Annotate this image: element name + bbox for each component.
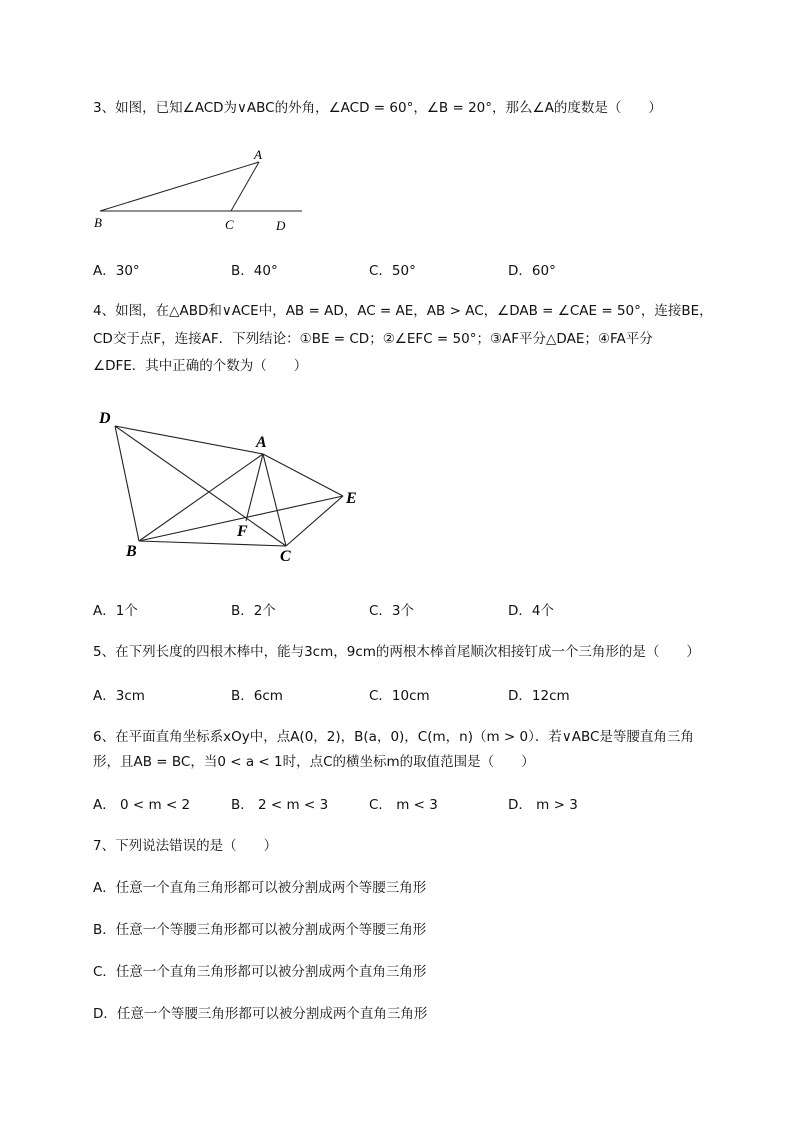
q4-option-a: A．1个 bbox=[93, 603, 138, 619]
q6-option-d: D． m > 3 bbox=[508, 797, 578, 813]
q5-option-d: D．12cm bbox=[508, 688, 570, 704]
q3-option-d: D．60° bbox=[508, 263, 556, 279]
q4-label-e: E bbox=[346, 490, 357, 507]
q3-option-c: C．50° bbox=[369, 263, 416, 279]
q4-option-b: B．2个 bbox=[231, 603, 276, 619]
q4-option-d: D．4个 bbox=[508, 603, 554, 619]
q7-option-c: C．任意一个直角三角形都可以被分割成两个直角三角形 bbox=[93, 964, 427, 980]
q7-option-b: B．任意一个等腰三角形都可以被分割成两个等腰三角形 bbox=[93, 922, 427, 938]
q4-figure bbox=[90, 400, 380, 570]
q5-option-b: B．6cm bbox=[231, 688, 283, 704]
q3-label-d: D bbox=[276, 218, 286, 233]
q6-option-c: C． m < 3 bbox=[369, 797, 438, 813]
q4-stem-line3: ∠DFE．其中正确的个数为（ ） bbox=[93, 358, 308, 374]
q5-stem: 5、在下列长度的四根木棒中，能与3cm，9cm的两根木棒首尾顺次相接钉成一个三角形的是（ ） bbox=[93, 644, 700, 660]
q4-label-b: B bbox=[126, 543, 137, 560]
q4-option-c: C．3个 bbox=[369, 603, 415, 619]
q6-option-b: B． 2 < m < 3 bbox=[231, 797, 329, 813]
q5-option-a: A．3cm bbox=[93, 688, 145, 704]
q4-stem-line1: 4、如图，在△ABD和∨ACE中，AB = AD，AC = AE，AB > AC，∠DAB = ∠CAE = 50°，连接BE， bbox=[93, 303, 713, 319]
q5-option-c: C．10cm bbox=[369, 688, 430, 704]
q3-stem: 3、如图，已知∠ACD为∨ABC的外角，∠ACD = 60°，∠B = 20°，那么∠A的度数是（ ） bbox=[93, 100, 662, 116]
q6-stem-line2: 形，且AB = BC，当0 < a < 1时，点C的横坐标m的取值范围是（ ） bbox=[93, 754, 535, 770]
q4-label-f: F bbox=[237, 523, 248, 540]
q7-option-a: A．任意一个直角三角形都可以被分割成两个等腰三角形 bbox=[93, 880, 427, 896]
q3-label-a: A bbox=[254, 147, 262, 162]
q4-stem-line2: CD交于点F，连接AF．下列结论：①BE = CD；②∠EFC = 50°；③AF平分△DAE；④FA平分 bbox=[93, 331, 653, 347]
q3-option-b: B．40° bbox=[231, 263, 278, 279]
q3-figure bbox=[88, 145, 308, 235]
q7-stem: 7、下列说法错误的是（ ） bbox=[93, 838, 278, 854]
q4-label-d: D bbox=[99, 410, 111, 427]
q3-label-c: C bbox=[225, 217, 234, 232]
q4-label-a: A bbox=[256, 434, 267, 451]
q7-option-d: D．任意一个等腰三角形都可以被分割成两个直角三角形 bbox=[93, 1006, 428, 1022]
q6-option-a: A． 0 < m < 2 bbox=[93, 797, 191, 813]
q4-label-c: C bbox=[280, 548, 291, 565]
q3-label-b: B bbox=[94, 215, 102, 230]
q6-stem-line1: 6、在平面直角坐标系xOy中，点A(0，2)，B(a，0)，C(m，n)（m > 0）．若∨ABC是等腰直角三角 bbox=[93, 729, 694, 745]
q3-option-a: A．30° bbox=[93, 263, 140, 279]
